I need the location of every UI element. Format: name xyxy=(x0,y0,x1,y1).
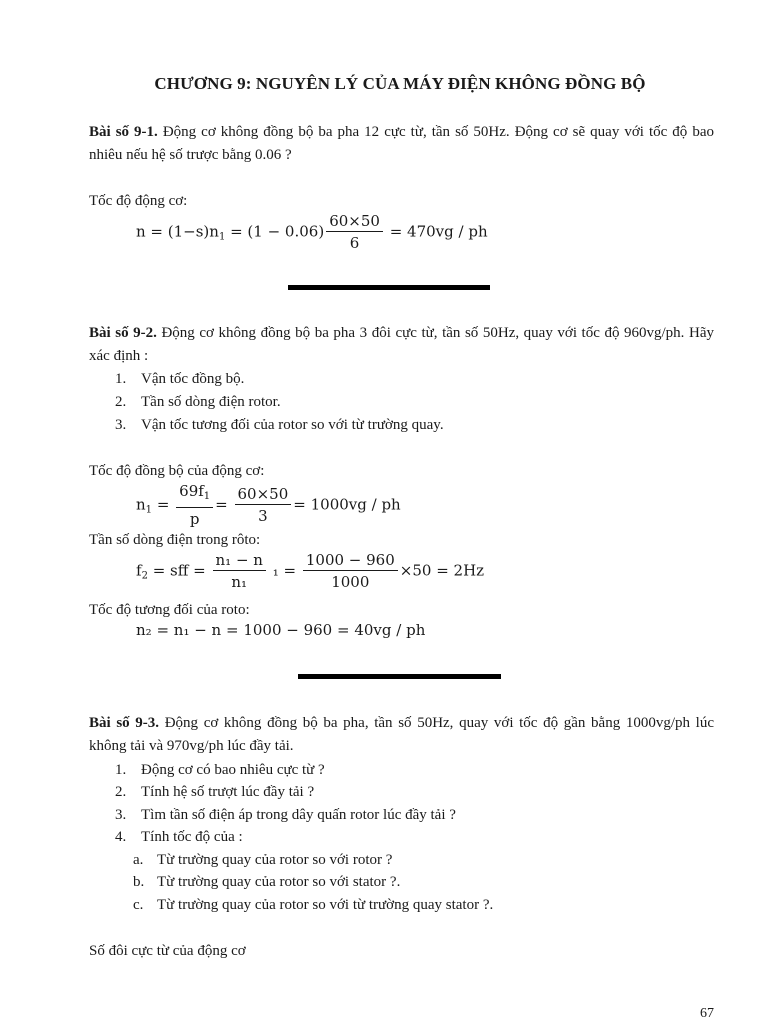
problem-9-3-label: Bài số 9-3. xyxy=(89,715,160,731)
list-item: 1. Động cơ có bao nhiêu cực từ ? xyxy=(115,762,325,778)
sync-fraction-1: $\frac{69f_1}{p}$ xyxy=(176,481,213,530)
page-number: 67 xyxy=(700,1006,714,1021)
rotor-freq-equation: $f_2$ = sff = $\frac{\text{n₁ − n}}{\text{n₁}}$ ₁ = $\frac{1000 - 960}{1000}$ ×50 = 2Hz xyxy=(136,551,485,591)
problem-9-3-statement xyxy=(89,712,714,758)
relative-speed-equation: n₂ = n₁ − n = 1000 − 960 = 40vg / ph xyxy=(136,621,426,639)
problem-9-2-statement xyxy=(89,322,714,368)
list-item: 3. Tìm tần số điện áp trong dây quấn rotor lúc đầy tải ? xyxy=(115,807,456,823)
sync-speed-equation: $n_1$ = $\frac{69f_1}{p}$ = $\frac{60\times 50}{3}$ = 1000vg / ph xyxy=(136,482,401,528)
list-item: 4. Tính tốc độ của : xyxy=(115,829,243,845)
sync-fraction-2: $\frac{60\times 50}{3}$ xyxy=(235,484,292,527)
problem-9-1-text: Động cơ không đồng bộ ba pha 12 cực từ, tần số 50Hz. Động cơ sẽ quay với tốc độ bao nhiêu nếu hệ số trược bằng 0.06 ? xyxy=(89,124,714,163)
list-item: 3. Vận tốc tương đối của rotor so với từ trường quay. xyxy=(115,417,444,433)
section-divider xyxy=(298,674,501,679)
list-item: 2. Tần số dòng điện rotor. xyxy=(115,394,281,410)
problem-9-2-text: Động cơ không đồng bộ ba pha 3 đôi cực từ, tần số 50Hz, quay với tốc độ 960vg/ph. Hãy xác định : xyxy=(89,325,714,364)
pole-pairs-label: Số đôi cực từ của động cơ xyxy=(89,943,246,959)
problem-9-2-label: Bài số 9-2. xyxy=(89,325,157,341)
speed-fraction: $\frac{60\times 50}{6}$ xyxy=(326,211,383,254)
sub-list-item: c. Từ trường quay của rotor so với từ trường quay stator ?. xyxy=(133,897,494,913)
problem-9-1-label: Bài số 9-1. xyxy=(89,124,158,140)
problem-9-3-text: Động cơ không đồng bộ ba pha, tần số 50Hz, quay với tốc độ gần bằng 1000vg/ph lúc không tải và 970vg/ph lúc đầy tải. xyxy=(89,715,715,754)
sync-speed-label: Tốc độ đồng bộ của động cơ: xyxy=(89,463,265,479)
freq-fraction-2: $\frac{1000 - 960}{1000}$ xyxy=(303,550,398,593)
rotor-freq-label: Tần số dòng điện trong rôto: xyxy=(89,532,261,548)
section-divider xyxy=(288,285,490,290)
sub-list-item: a. Từ trường quay của rotor so với rotor ? xyxy=(133,852,393,868)
relative-speed-label: Tốc độ tương đối của roto: xyxy=(89,602,250,618)
chapter-title: CHƯƠNG 9: NGUYÊN LÝ CỦA MÁY ĐIỆN KHÔNG ĐỒNG BỘ xyxy=(154,74,646,93)
list-item: 2. Tính hệ số trượt lúc đầy tải ? xyxy=(115,784,315,800)
speed-equation: $n = (1-s)n_1 = (1 - 0.06)$ $\frac{60\times 50}{6}$ = 470vg / ph xyxy=(136,212,488,252)
freq-fraction-1: $\frac{\text{n₁ − n}}{\text{n₁}}$ xyxy=(213,550,266,593)
problem-9-1-statement xyxy=(89,121,714,167)
speed-label: Tốc độ động cơ: xyxy=(89,193,188,209)
list-item: 1. Vận tốc đồng bộ. xyxy=(115,371,245,387)
sub-list-item: b. Từ trường quay của rotor so với stator ?. xyxy=(133,874,401,890)
